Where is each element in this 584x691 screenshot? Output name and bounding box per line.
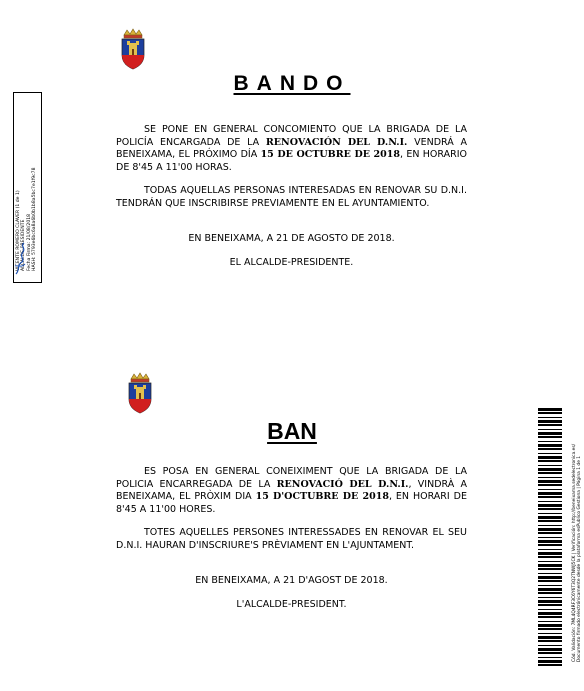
bold-text: 15 DE OCTUBRE DE 2018 [260,149,400,161]
town-crest-icon [125,372,155,414]
bold-text: RENOVACIÓN DEL D.N.I. [265,136,408,148]
handwritten-signature [14,242,27,276]
text: , EN HORARIO DE 8'45 A 11'00 HORAS. [116,149,467,173]
bando-paragraph-1 [116,124,467,174]
ban-date: EN BENEIXAMA, A 21 D'AGOST DE 2018. [195,575,388,586]
ban-paragraph-2: TOTES AQUELLES PERSONES INTERESSADES EN RENOVAR EL SEU D.N.I. HAURAN D'INSCRIURE'S PRÈVIAMENT EN L'AJUNTAMENT. [116,527,467,551]
bando-signature: EL ALCALDE-PRESIDENTE. [229,257,354,268]
stamp-signer: VICENTE ROMERO CLAVER (1 de 1) [16,190,21,271]
text: , EN HORARI DE 8'45 A 11'00 HORES. [116,491,467,515]
bold-text: RENOVACIÓ DEL D.N.I. [276,478,409,490]
ban-title: BAN [267,418,317,444]
stamp-date: Fecha Firma: 21/08/2018 [26,213,32,271]
text: SE PONE EN GENERAL CONCOMIENTO QUE LA BRIGADA DE LA POLICÍA ENCARGADA DE LA [116,124,467,148]
ban-paragraph-1 [116,466,467,516]
verification-line: Cód. Validación: 7ML4Q4RF3C6Y6T3Q2TNWJ5CK | Verificación: http://beneixama.sedelectronica.es/ [572,443,577,662]
bold-text: 15 D'OCTUBRE DE 2018 [255,491,389,503]
text: VENDRÁ A BENEIXAMA, EL PRÓXIMO DÍA [116,136,467,161]
bando-date: EN BENEIXAMA, A 21 DE AGOSTO DE 2018. [188,233,395,244]
stamp-hash: HASH: 5793e6bc6a8a6b0b1b8a5bc7e1f9c78 [31,167,37,271]
text: ES POSA EN GENERAL CONEIXIMENT QUE LA BRIGADA DE LA POLICIA ENCARREGADA DE LA [116,466,467,490]
bando-paragraph-2: TODAS AQUELLAS PERSONAS INTERESADAS EN RENOVAR SU D.N.I. TENDRÁN QUE INSCRIBIRSE PREVIAMENTE EN EL AYUNTAMIENTO. [116,185,467,209]
town-crest-icon [118,28,148,70]
verification-line: Documento firmado electrónicamente desde la plataforma esPublico Gestiona | Página 1 de 1 [577,455,582,662]
ban-signature: L'ALCALDE-PRESIDENT. [236,599,347,610]
bando-title: BANDO [233,72,351,95]
stamp-role: ALCALDE-PRESIDENTE [21,219,27,271]
text: , VINDRÀ A BENEIXAMA, EL PRÒXIM DIA [116,478,468,503]
barcode-icon [538,408,562,666]
verification-text [572,444,582,662]
